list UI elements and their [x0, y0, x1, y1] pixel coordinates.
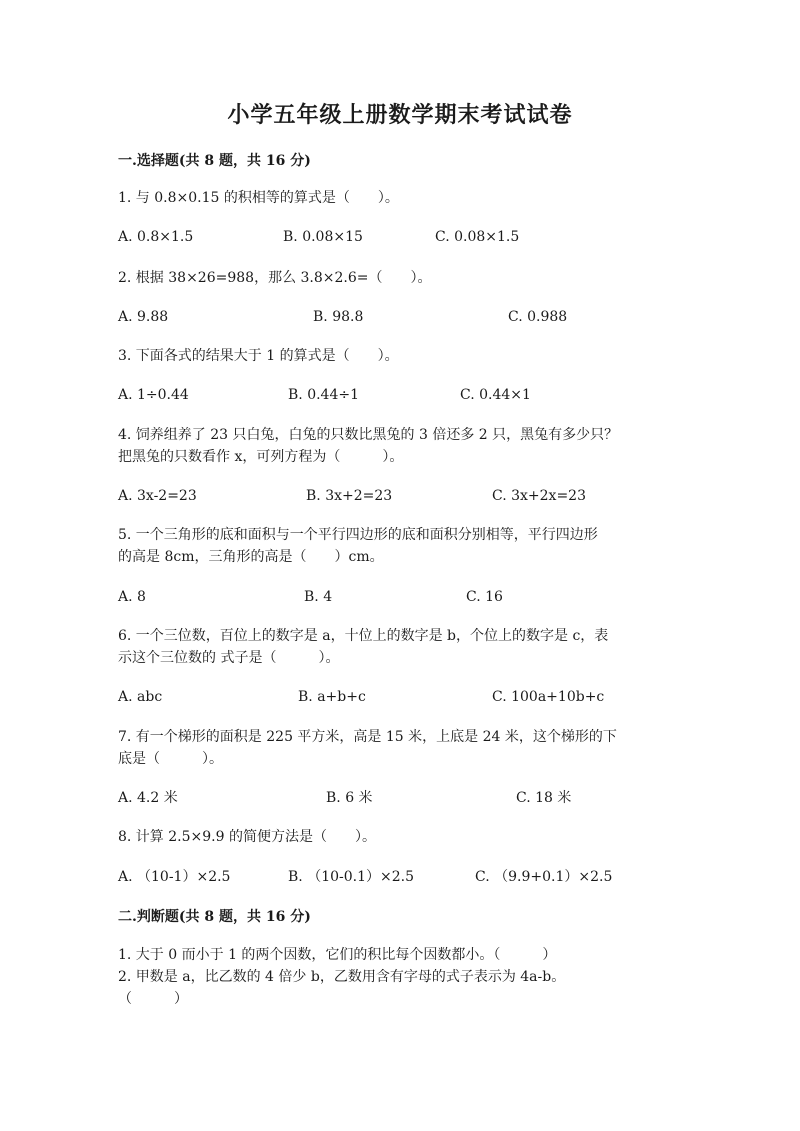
question-3-text: 3. 下面各式的结果大于 1 的算式是（ ）。: [118, 348, 399, 364]
question-7-option-c: C. 18 米: [516, 790, 572, 806]
question-5-text-line-1: 5. 一个三角形的底和面积与一个平行四边形的底和面积分别相等，平行四边形: [118, 527, 598, 543]
question-8-text: 8. 计算 2.5×9.9 的简便方法是（ ）。: [118, 829, 376, 845]
question-8-option-c: C. （9.9+0.1）×2.5: [475, 869, 613, 885]
question-2-option-a: A. 9.88: [118, 309, 169, 325]
question-3-option-b: B. 0.44÷1: [288, 387, 359, 403]
question-7-options: [118, 787, 718, 809]
question-6-option-a: A. abc: [118, 689, 163, 705]
question-3-option-c: C. 0.44×1: [460, 387, 531, 403]
question-5-option-b: B. 4: [304, 589, 333, 605]
judgement-2-text-line-1: 2. 甲数是 a，比乙数的 4 倍少 b，乙数用含有字母的式子表示为 4a-b。: [118, 969, 566, 985]
question-4-option-b: B. 3x+2=23: [306, 488, 393, 504]
question-1-options: [118, 226, 718, 248]
question-1-text: 1. 与 0.8×0.15 的积相等的算式是（ ）。: [118, 190, 399, 206]
question-5-options: [118, 586, 718, 608]
question-4-text-line-2: 把黑兔的只数看作 x，可列方程为（ ）。: [118, 449, 404, 465]
question-3-options: [118, 384, 718, 406]
question-1-option-b: B. 0.08×15: [283, 229, 363, 245]
question-7-option-a: A. 4.2 米: [118, 790, 178, 806]
question-6-option-c: C. 100a+10b+c: [492, 689, 605, 705]
page-title: 小学五年级上册数学期末考试试卷: [227, 102, 573, 128]
question-3-option-a: A. 1÷0.44: [118, 387, 189, 403]
section-heading-true-false: 二.判断题(共 8 题，共 16 分): [118, 909, 311, 925]
question-6-option-b: B. a+b+c: [298, 689, 366, 705]
question-1-option-c: C. 0.08×1.5: [435, 229, 520, 245]
question-4-text-line-1: 4. 饲养组养了 23 只白兔，白兔的只数比黑兔的 3 倍还多 2 只，黑兔有多少只？: [118, 427, 619, 443]
question-6-text-line-1: 6. 一个三位数，百位上的数字是 a，十位上的数字是 b，个位上的数字是 c，表: [118, 628, 609, 644]
question-2-option-b: B. 98.8: [313, 309, 364, 325]
question-2-option-c: C. 0.988: [508, 309, 568, 325]
judgement-1-text: 1. 大于 0 而小于 1 的两个因数，它们的积比每个因数都小。（ ）: [118, 947, 557, 963]
question-2-options: [118, 306, 718, 328]
question-4-options: [118, 485, 718, 507]
question-6-text-line-2: 示这个三位数的 式子是（ ）。: [118, 650, 340, 666]
question-5-option-a: A. 8: [118, 589, 146, 605]
question-1-option-a: A. 0.8×1.5: [118, 229, 194, 245]
judgement-2-text-line-2: （ ）: [118, 991, 188, 1007]
question-8-option-a: A. （10-1）×2.5: [118, 869, 231, 885]
question-2-text: 2. 根据 38×26=988，那么 3.8×2.6=（ ）。: [118, 270, 432, 286]
question-8-option-b: B. （10-0.1）×2.5: [288, 869, 414, 885]
question-4-option-c: C. 3x+2x=23: [492, 488, 586, 504]
question-6-options: [118, 686, 718, 708]
question-7-text-line-2: 底是（ ）。: [118, 751, 223, 767]
question-4-option-a: A. 3x-2=23: [118, 488, 197, 504]
question-7-option-b: B. 6 米: [326, 790, 373, 806]
question-5-option-c: C. 16: [466, 589, 503, 605]
section-heading-multiple-choice: 一.选择题(共 8 题，共 16 分): [118, 153, 311, 169]
question-8-options: [118, 866, 718, 888]
question-5-text-line-2: 的高是 8cm，三角形的高是（ ）cm。: [118, 549, 384, 565]
question-7-text-line-1: 7. 有一个梯形的面积是 225 平方米，高是 15 米，上底是 24 米，这个梯形的下: [118, 729, 617, 745]
